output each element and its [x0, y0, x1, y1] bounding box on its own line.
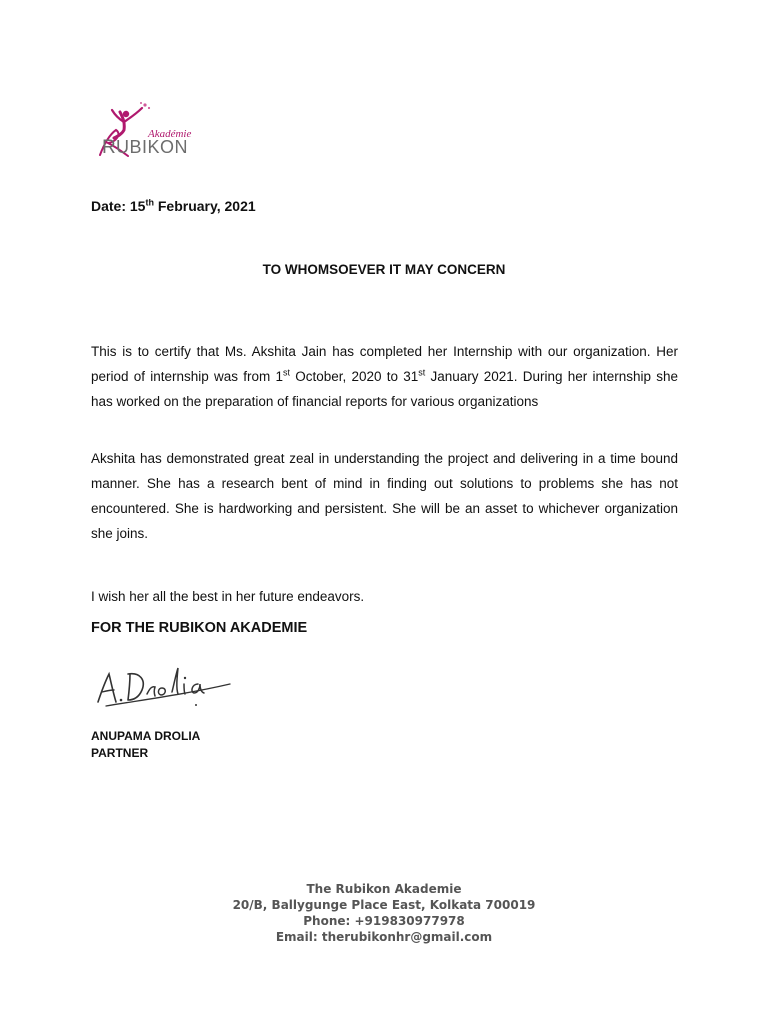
letter-date: [91, 198, 256, 214]
paragraph-wishes: I wish her all the best in her future endeavors.: [91, 589, 365, 604]
signature-graphic: [92, 660, 242, 710]
footer-org-name: The Rubikon Akademie: [306, 882, 462, 896]
logo-graphic: [94, 100, 210, 162]
for-organization-line: FOR THE RUBIKON AKADEMIE: [91, 620, 308, 636]
letter-footer: [0, 881, 768, 945]
handwritten-signature: [92, 660, 242, 710]
letter-heading: TO WHOMSOEVER IT MAY CONCERN: [262, 262, 506, 277]
paragraph-evaluation: Akshita has demonstrated great zeal in understanding the project and delivering in a time bound manner. She has a research bent of mind in finding out solutions to problems she has not encountered. She is hardworking and persistent. She will be an asset to whichever organization she joins.: [91, 451, 678, 541]
paragraph1-sup1: st: [282, 367, 290, 378]
signatory-title: PARTNER: [91, 746, 149, 760]
paragraph-certification: [91, 339, 678, 414]
footer-email: Email: therubikonhr@gmail.com: [275, 930, 493, 944]
paragraph1-part3: January 2021. During her internship she has worked on the preparation of financial reports for various organizations: [91, 369, 678, 409]
company-logo: [94, 100, 210, 162]
paragraph1-part2: October, 2020 to 31: [289, 369, 419, 384]
logo-initial: R: [102, 137, 116, 158]
logo-main-text: UBIKON: [116, 137, 189, 157]
date-rest: February, 2021: [153, 198, 256, 214]
signatory-name: ANUPAMA DROLIA: [91, 729, 201, 743]
date-suffix: th: [145, 197, 154, 208]
paragraph1-sup2: st: [418, 367, 426, 378]
footer-phone: Phone: +919830977978: [303, 914, 465, 928]
date-prefix: Date: 15: [91, 198, 146, 214]
signatory-block: [91, 728, 200, 762]
logo-top-text: Akadémie: [148, 128, 192, 140]
paragraph1-part1: This is to certify that Ms. Akshita Jain has completed her Internship with our organization. Her period of internship was from 1: [91, 344, 678, 384]
footer-address: 20/B, Ballygunge Place East, Kolkata 700019: [232, 898, 536, 912]
